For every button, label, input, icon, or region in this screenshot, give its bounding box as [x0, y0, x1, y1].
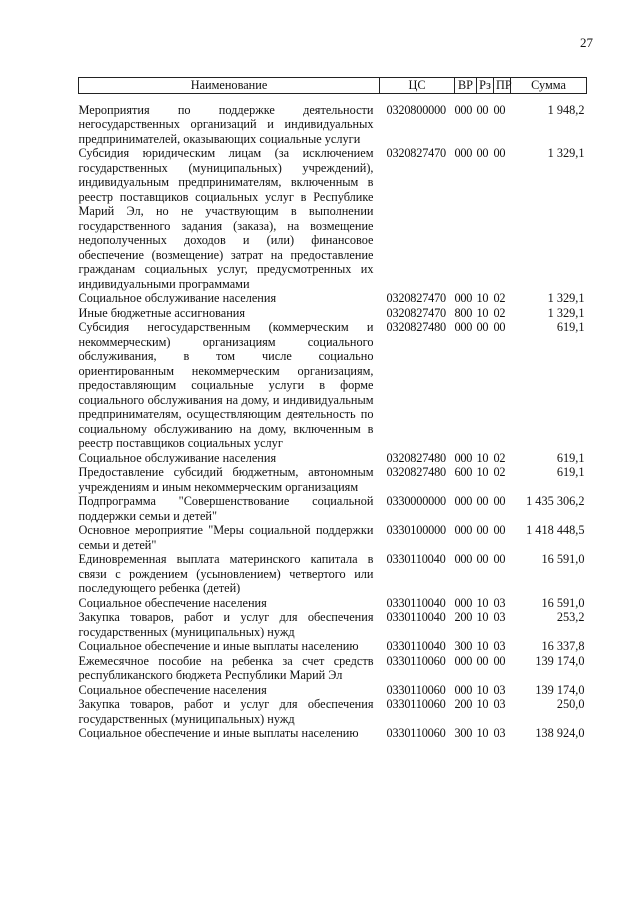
cell-sum: 619,1 — [556, 320, 585, 334]
cell-pr: 02 — [493, 305, 506, 320]
cell-rz: 00 — [476, 552, 489, 566]
cell-cs: 0330110060 — [386, 653, 446, 668]
cell-rz: 00 — [476, 523, 489, 537]
cell-rz: 10 — [476, 697, 489, 711]
cell-name: Социальное обеспечение и иные выплаты населению — [78, 639, 359, 653]
cell-vr: 200 — [454, 697, 473, 711]
cell-vr: 000 — [454, 291, 473, 305]
cell-name: Единовременная выплата материнского капитала в связи с рождением (усыновлением) четвертого или последующего ребенка (детей) — [78, 552, 374, 595]
cell-sum: 16 591,0 — [541, 552, 585, 566]
cell-rz: 00 — [476, 146, 489, 160]
cell-cs: 0330110040 — [386, 639, 446, 653]
cell-sum: 250,0 — [556, 697, 585, 711]
cell-vr: 000 — [454, 494, 473, 508]
cell-sum: 253,2 — [556, 610, 585, 624]
cell-rz: 10 — [476, 291, 489, 305]
cell-pr: 00 — [493, 146, 506, 160]
cell-name: Социальное обеспечение и иные выплаты населению — [78, 726, 359, 740]
cell-sum: 1 435 306,2 — [526, 494, 585, 508]
cell-rz: 00 — [476, 494, 489, 508]
cell-name: Социальное обеспечение населения — [78, 682, 267, 697]
header-sum: Сумма — [511, 78, 587, 94]
cell-cs: 0330100000 — [386, 523, 446, 537]
cell-vr: 000 — [454, 320, 473, 334]
cell-vr: 000 — [454, 552, 473, 566]
cell-cs: 0320800000 — [386, 102, 446, 117]
cell-pr: 03 — [493, 726, 506, 740]
cell-name: Предоставление субсидий бюджетным, автономным учреждениям и иным некоммерческим организациям — [78, 465, 374, 494]
cell-cs: 0320827480 — [386, 320, 446, 334]
cell-pr: 00 — [493, 494, 506, 508]
cell-name: Субсидия юридическим лицам (за исключением государственных (муниципальных) учреждений), индивидуальным предпринимателям, включенным в реестр поставщиков социальных услуг в Республике Марий Эл, но не участвующим в выполнении государственного задания (заказа), на возмещение недополученных доходов и (или) финансовое обеспечение (возмещение) затрат на предоставление гражданам социальных услуг, предусмотренных их индивидуальными программами — [78, 146, 374, 291]
cell-name: Подпрограмма "Совершенствование социальной поддержки семьи и детей" — [78, 494, 374, 523]
cell-vr: 000 — [454, 595, 473, 610]
cell-sum: 619,1 — [556, 450, 585, 465]
cell-sum: 1 329,1 — [547, 146, 585, 160]
table-row — [79, 320, 587, 451]
cell-rz: 10 — [476, 726, 489, 740]
cell-cs: 0330110060 — [386, 726, 446, 740]
cell-vr: 200 — [454, 610, 473, 624]
cell-pr: 02 — [493, 291, 506, 305]
cell-name: Основное мероприятие "Меры социальной поддержки семьи и детей" — [78, 523, 374, 552]
cell-rz: 10 — [476, 639, 489, 653]
table-row — [79, 726, 587, 741]
table-row — [79, 697, 587, 726]
cell-name: Иные бюджетные ассигнования — [78, 305, 246, 320]
cell-name: Ежемесячное пособие на ребенка за счет средств республиканского бюджета Республики Марий Эл — [78, 653, 374, 682]
cell-cs: 0330110060 — [386, 682, 446, 697]
cell-vr: 000 — [454, 146, 473, 160]
cell-pr: 02 — [493, 465, 506, 479]
cell-cs: 0320827470 — [386, 305, 446, 320]
cell-vr: 300 — [454, 726, 473, 740]
table-row — [79, 523, 587, 552]
cell-rz: 10 — [476, 610, 489, 624]
cell-cs: 0320827470 — [386, 146, 446, 160]
cell-pr: 00 — [493, 653, 506, 668]
table-row — [79, 146, 587, 291]
cell-name: Закупка товаров, работ и услуг для обеспечения государственных (муниципальных) нужд — [78, 697, 374, 726]
cell-cs: 0320827470 — [386, 291, 446, 305]
cell-pr: 00 — [493, 523, 506, 537]
table-row — [79, 291, 587, 306]
cell-sum: 1 418 448,5 — [526, 523, 585, 537]
cell-rz: 00 — [476, 102, 489, 117]
cell-name: Социальное обеспечение населения — [78, 595, 267, 610]
header-cs: ЦС — [380, 78, 455, 94]
cell-sum: 1 329,1 — [547, 291, 585, 305]
header-name: Наименование — [79, 78, 380, 94]
cell-name: Социальное обслуживание населения — [78, 450, 277, 465]
cell-sum: 139 174,0 — [535, 682, 585, 697]
page-number: 27 — [580, 35, 593, 50]
cell-pr: 02 — [493, 450, 506, 465]
cell-rz: 00 — [476, 653, 489, 668]
cell-sum: 16 591,0 — [541, 595, 585, 610]
table-row — [79, 654, 587, 683]
cell-vr: 300 — [454, 639, 473, 653]
cell-rz: 00 — [476, 320, 489, 334]
cell-sum: 1 948,2 — [547, 102, 585, 117]
table-row — [79, 451, 587, 466]
cell-cs: 0320827480 — [386, 450, 446, 465]
cell-cs: 0330110040 — [386, 552, 446, 566]
header-vr: ВР — [455, 78, 477, 94]
cell-pr: 00 — [493, 102, 506, 117]
cell-pr: 03 — [493, 682, 506, 697]
cell-cs: 0330110040 — [386, 595, 446, 610]
cell-vr: 800 — [454, 305, 473, 320]
cell-name: Социальное обслуживание населения — [78, 291, 277, 305]
cell-rz: 10 — [476, 305, 489, 320]
cell-pr: 03 — [493, 697, 506, 711]
cell-vr: 000 — [454, 682, 473, 697]
header-pr: ПР — [494, 78, 511, 94]
table-row — [79, 596, 587, 611]
table-row — [79, 552, 587, 596]
cell-sum: 138 924,0 — [535, 726, 585, 740]
cell-pr: 03 — [493, 595, 506, 610]
header-rz: Рз — [477, 78, 494, 94]
cell-cs: 0330110060 — [386, 697, 446, 711]
cell-vr: 000 — [454, 653, 473, 668]
cell-sum: 619,1 — [556, 465, 585, 479]
cell-rz: 10 — [476, 595, 489, 610]
cell-pr: 03 — [493, 639, 506, 653]
cell-name: Закупка товаров, работ и услуг для обеспечения государственных (муниципальных) нужд — [78, 610, 374, 639]
cell-sum: 139 174,0 — [535, 653, 585, 668]
table-body — [79, 93, 587, 741]
table-row — [79, 465, 587, 494]
table-row — [79, 93, 587, 146]
cell-pr: 00 — [493, 320, 506, 334]
cell-cs: 0320827480 — [386, 465, 446, 479]
cell-sum: 16 337,8 — [541, 639, 585, 653]
cell-vr: 000 — [454, 450, 473, 465]
table-header-row — [79, 78, 587, 94]
cell-pr: 03 — [493, 610, 506, 624]
table-row — [79, 683, 587, 698]
table-row — [79, 610, 587, 639]
cell-vr: 000 — [454, 102, 473, 117]
table-row — [79, 306, 587, 321]
cell-name: Мероприятия по поддержке деятельности негосударственных организаций и индивидуальных предпринимателей, оказывающих социальные услуги — [78, 102, 374, 146]
cell-vr: 000 — [454, 523, 473, 537]
cell-rz: 10 — [476, 465, 489, 479]
budget-table — [78, 77, 587, 741]
cell-pr: 00 — [493, 552, 506, 566]
cell-cs: 0330110040 — [386, 610, 446, 624]
cell-rz: 10 — [476, 450, 489, 465]
table-row — [79, 639, 587, 654]
cell-cs: 0330000000 — [386, 494, 446, 508]
cell-vr: 600 — [454, 465, 473, 479]
table-row — [79, 494, 587, 523]
cell-name: Субсидия негосударственным (коммерческим и некоммерческим) организациям социального обслуживания, в том числе социально ориентированным некоммерческим организациям, предоставляющим социальные услуги в форме социального обслуживания на дому, и индивидуальным предпринимателям, осуществляющим деятельность по социальному обслуживанию на дому, включенным в реестр поставщиков социальных услуг — [78, 320, 374, 450]
cell-rz: 10 — [476, 682, 489, 697]
cell-sum: 1 329,1 — [547, 305, 585, 320]
